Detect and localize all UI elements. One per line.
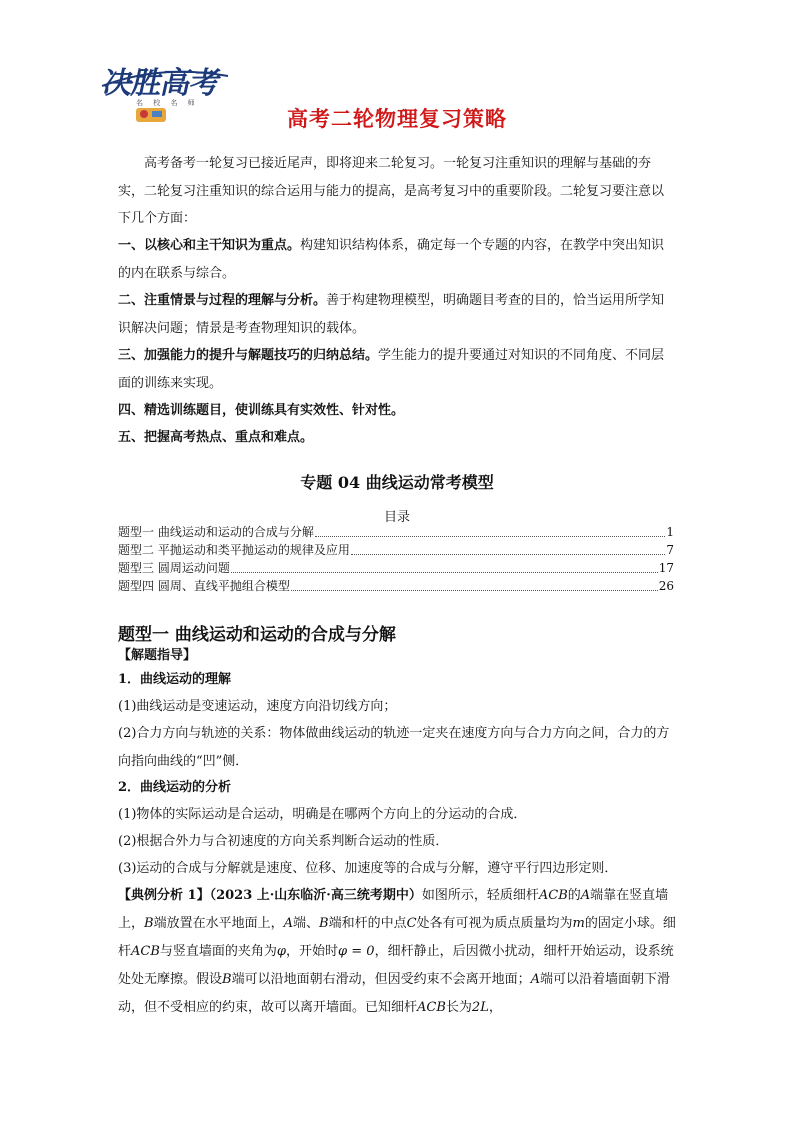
symbol: φ	[276, 944, 287, 959]
example-text: 的	[567, 888, 581, 903]
example-text: 与竖直墙面的夹角为	[159, 944, 277, 959]
example-text: ，	[488, 1000, 502, 1015]
point-text: 学生能力的提升要通过对知识的不同角度、不同层面的训练来实现。	[118, 348, 665, 391]
intro-paragraph: 高考备考一轮复习已接近尾声，即将迎来二轮复习。一轮复习注重知识的理解与基础的夯实，二轮复习注重知识的综合运用与能力的提高，是高考复习中的重要阶段。二轮复习要注意以下几个方面：	[118, 156, 665, 226]
symbol: A	[530, 972, 540, 987]
point-item	[118, 397, 676, 425]
topic-title: 专题 04 曲线运动常考模型	[300, 473, 494, 492]
point-item	[118, 232, 676, 287]
example-text: 端可以沿着墙面朝下滑动，但不受相应的约束，故可以离开墙面。已知细杆	[118, 972, 670, 1015]
example-text: 端放置在水平地面上，	[153, 916, 284, 931]
body-text: (3)运动的合成与分解就是速度、位移、加速度等的合成与分解，遵守平行四边形定则．	[118, 861, 618, 876]
toc-entry[interactable]	[118, 578, 674, 595]
point-heading: 四、精选训练题目，使训练具有实效性、针对性。	[118, 403, 405, 418]
symbol: m	[572, 916, 585, 931]
point-heading: 三、加强能力的提升与解题技巧的归纳总结。	[118, 348, 379, 363]
symbol: A	[580, 888, 591, 903]
example-text: 长为	[445, 1000, 472, 1015]
point-text: 构建知识结构体系，确定每一个专题的内容，在教学中突出知识的内在联系与综合。	[118, 238, 665, 281]
example-text: ，细杆静止，后因微小扰动，细杆开始运动，设系统处处无摩擦。假设	[118, 944, 674, 987]
toc-entry[interactable]	[118, 560, 674, 577]
symbol: B	[144, 916, 154, 931]
symbol: C	[406, 916, 417, 931]
example-text: 如图所示，轻质细杆	[421, 888, 539, 903]
equation: φ = 0	[338, 944, 375, 959]
toc-entry-label: 题型二 平抛运动和类平抛运动的规律及应用	[118, 543, 350, 557]
section-title: 题型一 曲线运动和运动的合成与分解	[118, 625, 396, 645]
example-text: 处各有可视为质点质量均为	[416, 916, 573, 931]
body-text: (1)物体的实际运动是合运动，明确是在哪两个方向上的分运动的合成．	[118, 807, 527, 822]
toc-heading: 目录	[383, 510, 410, 525]
point-text: 善于构建物理模型，明确题目考查的目的，恰当运用所学知识解决问题；情景是考查物理知识的载体。	[118, 293, 665, 336]
symbol: B	[319, 916, 329, 931]
logo-subtitle: 名 校 名 师	[136, 99, 199, 107]
logo-text: 决胜高考	[99, 66, 223, 101]
example-text: 端、	[292, 916, 319, 931]
symbol: A	[283, 916, 293, 931]
toc-entry-page: 1	[666, 525, 674, 539]
toc-entry[interactable]	[118, 524, 674, 541]
example-text: 端靠在竖直墙上，	[118, 888, 669, 931]
page-title: 高考二轮物理复习策略	[287, 107, 507, 131]
example-text: 端可以沿地面朝右滑动，但因受约束不会离开地面；	[231, 972, 531, 987]
example-text: 的固定小球。细杆	[118, 916, 676, 959]
symbol: ACB	[417, 1000, 446, 1015]
point-heading: 五、把握高考热点、重点和难点。	[118, 430, 314, 445]
example-text: ，开始时	[286, 944, 339, 959]
toc-entry-page: 26	[658, 579, 674, 593]
toc-entry-page: 7	[666, 543, 674, 557]
toc-entry[interactable]	[118, 542, 674, 559]
toc-entry-page: 17	[658, 561, 674, 575]
point-item	[118, 287, 676, 342]
point-item	[118, 424, 676, 452]
guide-heading: 【解题指导】	[118, 648, 197, 663]
body-text: (2)合力方向与轨迹的关系：物体做曲线运动的轨迹一定夹在速度方向与合力方向之间，合力的方向指向曲线的“凹”侧．	[118, 726, 670, 769]
body-text: (2)根据合外力与合初速度的方向关系判断合运动的性质．	[118, 834, 449, 849]
body-text: (1)曲线运动是变速运动，速度方向沿切线方向；	[118, 699, 397, 714]
example-source: （2023 上·山东临沂·高三统考期中）	[209, 888, 422, 903]
point-heading: 二、注重情景与过程的理解与分析。	[118, 293, 327, 308]
symbol: ACB	[131, 944, 160, 959]
point-heading: 一、以核心和主干知识为重点。	[118, 238, 301, 253]
toc-entry-label: 题型三 圆周运动问题	[118, 561, 230, 575]
symbol: B	[222, 972, 232, 987]
point-item	[118, 342, 676, 397]
example-tag: 【典例分析 1】	[118, 888, 210, 903]
subheading: 1．曲线运动的理解	[118, 672, 232, 687]
example-text: 端和杆的中点	[328, 916, 407, 931]
example-paragraph	[118, 882, 676, 1022]
toc-entry-label: 题型四 圆周、直线平抛组合模型	[118, 579, 290, 593]
subheading: 2．曲线运动的分析	[118, 780, 232, 795]
toc-entry-label: 题型一 曲线运动和运动的合成与分解	[118, 525, 314, 539]
symbol: ACB	[538, 888, 568, 903]
symbol: 2L	[471, 1000, 489, 1015]
